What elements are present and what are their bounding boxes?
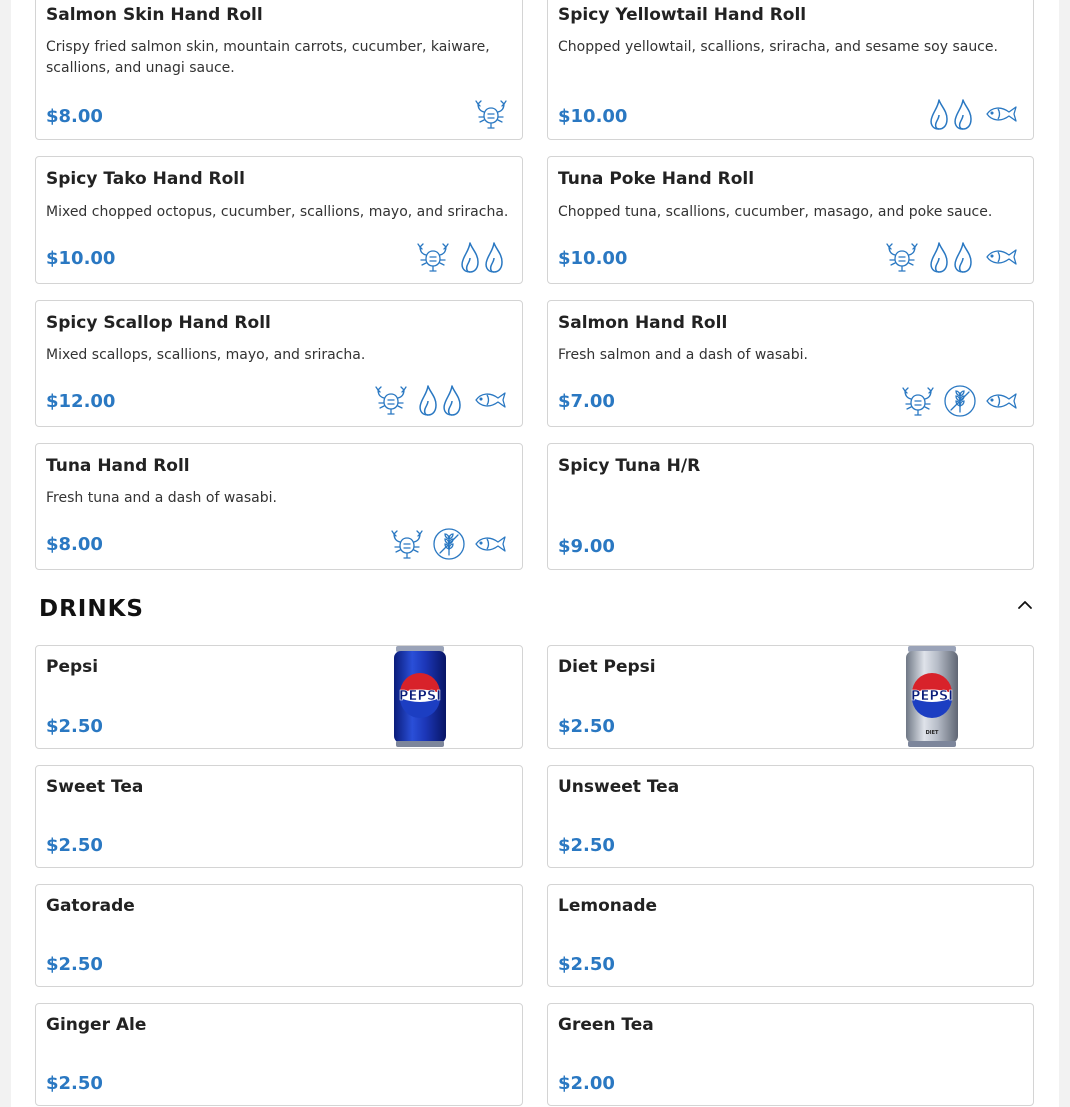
gluten-free-icon [432,527,466,561]
can-label: PEPSI [398,689,442,704]
item-price: $10.00 [558,106,628,127]
menu-page [11,0,1059,1107]
item-name: Spicy Scallop Hand Roll [46,313,271,333]
menu-item-card[interactable] [547,300,1034,427]
drink-card[interactable] [547,1003,1034,1106]
item-description: Crispy fried salmon skin, mountain carrots, cucumber, kaiware, scallions, and unagi sauce. [46,39,490,76]
item-price: $2.50 [46,1073,103,1094]
item-name: Unsweet Tea [558,777,680,797]
dietary-icons [390,527,508,561]
item-price: $7.00 [558,391,615,412]
item-name: Spicy Yellowtail Hand Roll [558,5,807,25]
item-price: $10.00 [558,248,628,269]
item-description: Fresh tuna and a dash of wasabi. [46,490,277,506]
item-name: Gatorade [46,896,135,916]
can-sublabel: DIET [925,730,939,736]
fish-icon [474,533,508,555]
item-description: Chopped yellowtail, scallions, sriracha, and sesame soy sauce. [558,39,998,55]
shellfish-icon [901,385,935,417]
menu-item-card[interactable] [35,0,523,140]
fish-icon [474,389,508,411]
item-price: $12.00 [46,391,116,412]
item-price: $2.00 [558,1073,615,1094]
drink-card[interactable] [35,645,523,749]
shellfish-icon [474,98,508,130]
chevron-up-icon [1014,594,1036,614]
section-title-drinks: DRINKS [39,596,144,622]
dietary-icons [885,241,1019,273]
spicy-icon [927,98,977,130]
shellfish-icon [416,241,450,273]
item-name: Tuna Hand Roll [46,456,190,476]
spicy-icon [416,384,466,416]
spicy-icon [927,241,977,273]
item-name: Spicy Tako Hand Roll [46,169,245,189]
item-price: $10.00 [46,248,116,269]
dietary-icons [416,241,508,273]
menu-item-card[interactable] [35,300,523,427]
item-price: $2.50 [46,835,103,856]
drink-card[interactable] [35,765,523,868]
collapse-section-button[interactable] [1014,594,1036,614]
item-price: $2.50 [558,954,615,975]
shellfish-icon [374,384,408,416]
menu-item-card[interactable] [547,156,1034,284]
drink-card[interactable] [35,1003,523,1106]
dietary-icons [374,384,508,416]
drink-card[interactable] [35,884,523,987]
can-label: PEPSI [910,689,954,704]
item-price: $2.50 [558,716,615,737]
menu-item-card[interactable] [547,0,1034,140]
item-description: Mixed chopped octopus, cucumber, scallions, mayo, and sriracha. [46,204,509,220]
pepsi-can-image [392,646,448,752]
item-description: Chopped tuna, scallions, cucumber, masago, and poke sauce. [558,204,993,220]
diet-pepsi-can-image [904,646,960,752]
menu-item-card[interactable] [35,156,523,284]
item-description: Fresh salmon and a dash of wasabi. [558,347,808,363]
fish-icon [985,390,1019,412]
item-price: $9.00 [558,536,615,557]
dietary-icons [901,384,1019,418]
item-price: $8.00 [46,106,103,127]
fish-icon [985,103,1019,125]
item-price: $2.50 [46,954,103,975]
item-name: Green Tea [558,1015,654,1035]
dietary-icons [927,98,1019,130]
item-name: Ginger Ale [46,1015,147,1035]
item-price: $2.50 [558,835,615,856]
drink-card[interactable] [547,765,1034,868]
item-name: Salmon Hand Roll [558,313,728,333]
dietary-icons [474,98,508,130]
item-name: Lemonade [558,896,658,916]
item-name: Tuna Poke Hand Roll [558,169,755,189]
menu-item-card[interactable] [35,443,523,570]
shellfish-icon [885,241,919,273]
item-price: $8.00 [46,534,103,555]
item-price: $2.50 [46,716,103,737]
menu-item-card[interactable] [547,443,1034,570]
fish-icon [985,246,1019,268]
gluten-free-icon [943,384,977,418]
spicy-icon [458,241,508,273]
item-name: Diet Pepsi [558,657,656,677]
item-name: Pepsi [46,657,99,677]
drink-card[interactable] [547,645,1034,749]
item-name: Sweet Tea [46,777,144,797]
item-name: Spicy Tuna H/R [558,456,701,476]
item-description: Mixed scallops, scallions, mayo, and sriracha. [46,347,366,363]
drink-card[interactable] [547,884,1034,987]
item-name: Salmon Skin Hand Roll [46,5,263,25]
shellfish-icon [390,528,424,560]
